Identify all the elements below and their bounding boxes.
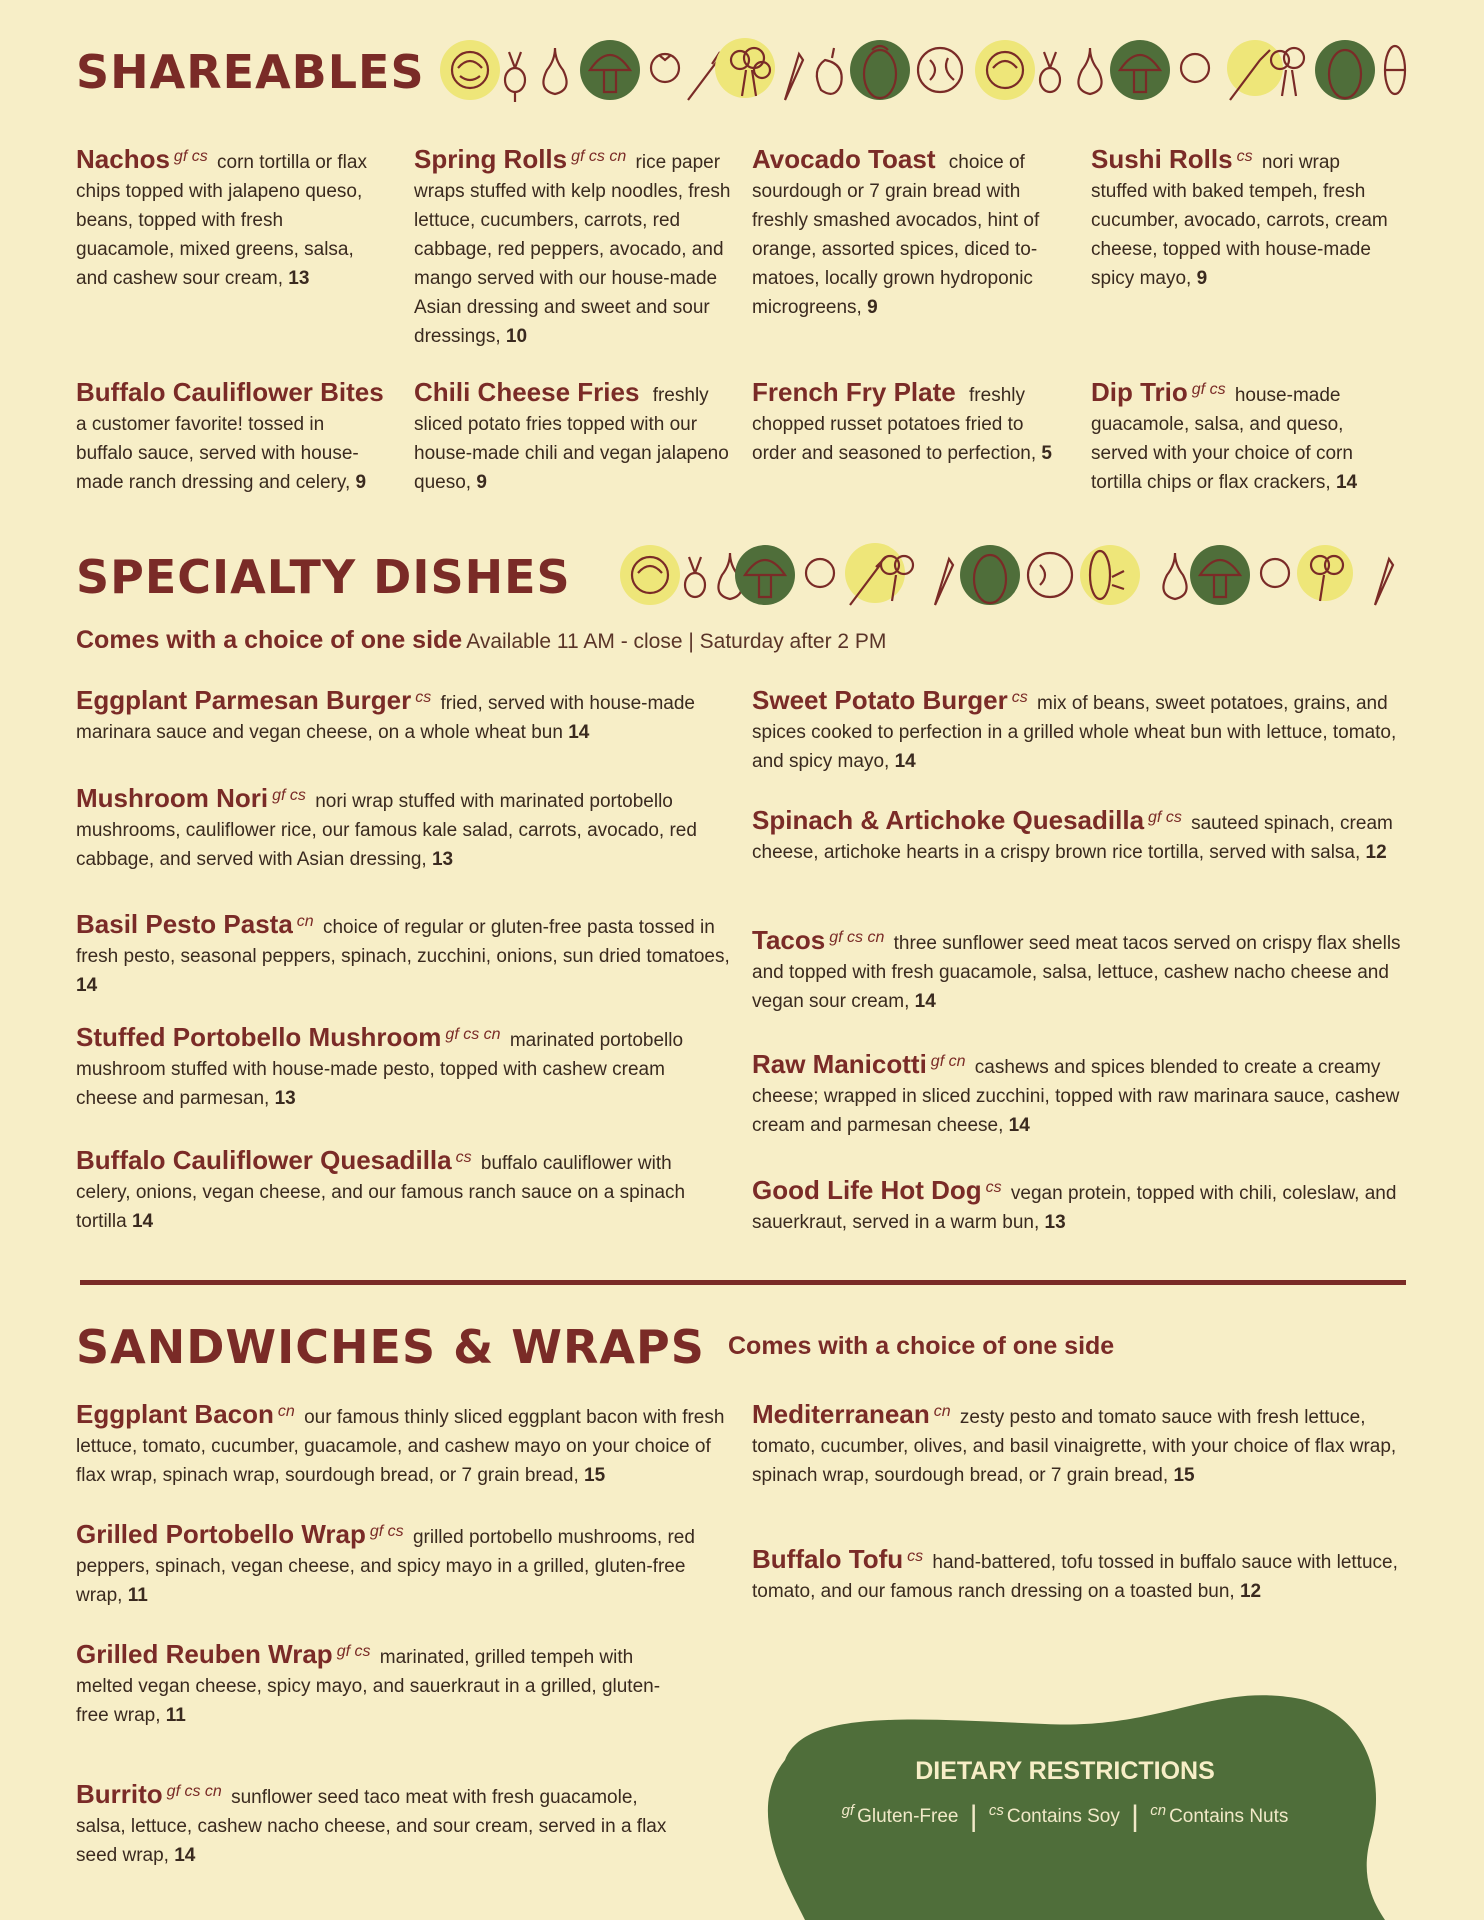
menu-item	[1091, 145, 1391, 293]
item-tags: gf cs cn	[445, 1025, 501, 1043]
legend-label: Contains Soy	[1006, 1806, 1120, 1828]
item-price: 14	[568, 722, 590, 743]
item-name: Buffalo Tofu	[752, 1544, 904, 1574]
corn-icon	[1385, 46, 1405, 94]
item-description: vegan protein, topped with chili, coleslaw, and sauerkraut, served in a warm bun,	[752, 1183, 1397, 1233]
item-name: Spring Rolls	[414, 144, 568, 174]
item-price: 12	[1365, 842, 1387, 863]
item-price: 9	[1196, 268, 1208, 289]
section-title-shareables: SHAREABLES	[76, 45, 425, 99]
menu-item	[752, 686, 1412, 776]
carrot-icon-3	[1375, 559, 1393, 605]
legend-separator: |	[1131, 1800, 1139, 1833]
dietary-restrictions-title: DIETARY RESTRICTIONS	[915, 1757, 1215, 1785]
item-tags: gf cs	[173, 147, 208, 165]
item-description: nori wrap stuffed with marinated portobello mushrooms, cauliflower rice, our famous kale salad, carrots, avocado, red cabbage, and served with Asian dressing,	[76, 791, 697, 870]
item-description: freshly sliced potato fries topped with our house-made chili and vegan jalapeno queso,	[414, 385, 729, 493]
legend-label: Gluten-Free	[857, 1806, 959, 1828]
menu-item	[752, 1050, 1402, 1140]
item-description: freshly chopped russet potatoes fried to order and seasoned to perfection,	[752, 385, 1037, 464]
item-description: three sunflower seed meat tacos served on crispy flax shells and topped with fresh guacamole, salsa, lettuce, cashew nacho cheese and vegan sour cream,	[752, 933, 1401, 1012]
item-name: Stuffed Portobello Mushroom	[76, 1022, 442, 1052]
item-name: Nachos	[76, 144, 170, 174]
menu-item	[76, 784, 726, 874]
item-tags: gf cn	[930, 1052, 966, 1070]
item-name: Dip Trio	[1091, 377, 1188, 407]
menu-item	[76, 145, 376, 293]
item-price: 9	[355, 472, 367, 493]
item-description: hand-battered, tofu tossed in buffalo sauce with lettuce, tomato, and our famous ranch dressing on a toasted bun,	[752, 1552, 1398, 1602]
item-name: Spinach & Artichoke Quesadilla	[752, 805, 1145, 835]
item-price: 11	[165, 1705, 186, 1726]
menu-item	[76, 910, 741, 1000]
sandwiches-subtitle: Comes with a choice of one side	[728, 1332, 1115, 1360]
item-name: Avocado Toast	[752, 144, 936, 174]
item-description: marinated, grilled tempeh with melted vegan cheese, spicy mayo, and sauerkraut in a grilled, gluten-free wrap,	[76, 1647, 661, 1726]
item-price: 13	[274, 1088, 296, 1109]
item-description: buffalo cauliflower with celery, onions, vegan cheese, and our famous ranch sauce on a spinach tortilla	[76, 1153, 686, 1232]
item-price: 14	[1008, 1115, 1030, 1136]
item-name: Eggplant Parmesan Burger	[76, 685, 412, 715]
item-tags: cn	[277, 1402, 295, 1420]
tomato-icon-2	[1181, 54, 1209, 82]
menu-item	[76, 1400, 741, 1490]
lettuce-icon	[918, 48, 962, 92]
section-divider	[80, 1280, 1406, 1285]
menu-item	[76, 686, 736, 747]
menu-item	[752, 1400, 1412, 1490]
specialty-hours: Available 11 AM - close | Saturday after 2 PM	[466, 630, 887, 653]
item-name: Buffalo Cauliflower Quesadilla	[76, 1145, 452, 1175]
dietary-legend	[745, 1800, 1385, 1834]
item-tags: cn	[296, 912, 314, 930]
item-description: a customer favorite! tossed in buffalo sauce, served with house-made ranch dressing and celery,	[76, 414, 359, 493]
item-name: French Fry Plate	[752, 377, 956, 407]
item-tags: gf cs cn	[829, 928, 885, 946]
tomato-icon	[806, 559, 834, 587]
menu-item	[752, 1176, 1412, 1237]
item-name: Basil Pesto Pasta	[76, 909, 293, 939]
item-tags: gf cs	[1148, 808, 1182, 826]
specialty-subtitle	[76, 626, 886, 655]
item-description: rice paper wraps stuffed with kelp noodles, fresh lettuce, cucumbers, carrots, red cabbage, red peppers, avocado, and mango served with our house-made Asian dressing and sweet and sour dressings,	[414, 152, 731, 347]
item-price: 14	[894, 751, 916, 772]
item-price: 10	[505, 326, 528, 347]
item-description: choice of sourdough or 7 grain bread with freshly smashed avocados, hint of orange, assorted spices, diced to-matoes, locally grown hydroponic microgreens,	[752, 152, 1040, 318]
legend-label: Contains Nuts	[1169, 1806, 1289, 1828]
menu-item	[1091, 378, 1401, 497]
tomato-icon-2	[1261, 559, 1289, 587]
item-name: Tacos	[752, 925, 826, 955]
menu-item	[752, 806, 1412, 867]
specialty-side-note: Comes with a choice of one side	[76, 626, 463, 654]
item-description: mix of beans, sweet potatoes, grains, and spices cooked to perfection in a grilled whole wheat bun with lettuce, tomato, and spicy mayo,	[752, 693, 1397, 772]
item-tags: cs	[907, 1547, 924, 1565]
vegetable-illustration-strip	[440, 30, 1420, 110]
item-description: grilled portobello mushrooms, red peppers, spinach, vegan cheese, and spicy mayo in a grilled, gluten-free wrap,	[76, 1527, 695, 1606]
item-price: 15	[1173, 1465, 1195, 1486]
item-description: choice of regular or gluten-free pasta tossed in fresh pesto, seasonal peppers, spinach, zucchini, onions, sun dried tomatoes,	[76, 917, 730, 967]
item-description: fried, served with house-made marinara sauce and vegan cheese, on a whole wheat bun	[76, 693, 695, 743]
item-price: 14	[76, 975, 98, 996]
menu-item	[752, 926, 1412, 1016]
item-description: corn tortilla or flax chips topped with jalapeno queso, beans, topped with fresh guacamole, mixed greens, salsa, and cashew sour cream,	[76, 152, 367, 289]
item-description: sunflower seed taco meat with fresh guacamole, salsa, lettuce, cashew nacho cheese, and sour cream, served in a flax seed wrap,	[76, 1787, 667, 1866]
item-price: 9	[867, 297, 878, 318]
item-tags: cs	[1236, 147, 1253, 165]
item-description: zesty pesto and tomato sauce with fresh lettuce, tomato, cucumber, olives, and basil vinaigrette, with your choice of flax wrap, spinach wrap, sourdough bread, or 7 grain bread,	[752, 1407, 1397, 1486]
item-tags: cs	[985, 1178, 1002, 1196]
item-price: 11	[127, 1585, 148, 1606]
menu-item	[76, 1023, 726, 1113]
menu-item	[752, 145, 1067, 322]
item-description: house-made guacamole, salsa, and queso, served with your choice of corn tortilla chips or flax crackers,	[1091, 385, 1353, 493]
item-name: Raw Manicotti	[752, 1049, 927, 1079]
vegetable-illustration-strip-2	[620, 535, 1410, 615]
tomato-icon	[651, 54, 679, 82]
lettuce-icon	[1028, 553, 1072, 597]
legend-abbr: gf	[841, 1801, 855, 1819]
garlic-icon-2	[1163, 553, 1186, 599]
garlic-icon	[543, 48, 566, 94]
item-tags: cs	[1011, 688, 1028, 706]
item-name: Grilled Portobello Wrap	[76, 1519, 366, 1549]
yellow-circle-icon	[440, 40, 500, 100]
item-tags: gf cs	[336, 1642, 371, 1660]
beet-icon-2	[1040, 52, 1060, 92]
item-name: Buffalo Cauliflower Bites	[76, 377, 384, 407]
item-price: 5	[1041, 443, 1052, 464]
menu-item	[76, 378, 386, 497]
menu-item	[76, 1520, 731, 1610]
item-price: 15	[584, 1465, 606, 1486]
item-name: Burrito	[76, 1779, 163, 1809]
legend-abbr: cs	[988, 1801, 1004, 1819]
item-description: our famous thinly sliced eggplant bacon with fresh lettuce, tomato, cucumber, guacamole, and cashew mayo on your choice of flax wrap, spinach wrap, sourdough bread, or 7 grain bread,	[76, 1407, 725, 1486]
item-tags: cs	[415, 688, 432, 706]
menu-item	[414, 145, 734, 351]
item-price: 14	[914, 991, 936, 1012]
carrot-icon-2	[785, 54, 803, 100]
item-name: Mushroom Nori	[76, 783, 269, 813]
legend-abbr: cn	[1150, 1801, 1167, 1819]
item-price: 13	[431, 849, 454, 870]
item-description: marinated portobello mushroom stuffed with house-made pesto, topped with cashew cream cheese and parmesan,	[76, 1030, 684, 1109]
item-tags: gf cs	[272, 786, 306, 804]
section-title-sandwiches-wraps: SANDWICHES & WRAPS	[76, 1320, 705, 1374]
item-price: 12	[1239, 1581, 1262, 1602]
menu-item	[752, 1545, 1412, 1606]
item-tags: cs	[455, 1148, 472, 1166]
item-name: Mediterranean	[752, 1399, 930, 1429]
item-name: Sushi Rolls	[1091, 144, 1233, 174]
item-tags: gf cs cn	[166, 1782, 222, 1800]
item-tags: cn	[933, 1402, 951, 1420]
menu-item	[414, 378, 729, 497]
menu-item	[76, 1146, 726, 1236]
item-price: 9	[476, 472, 487, 493]
carrot-icon-2	[935, 559, 953, 605]
section-title-specialty-dishes: SPECIALTY DISHES	[76, 550, 571, 604]
item-price: 13	[288, 268, 310, 289]
item-price: 14	[131, 1211, 154, 1232]
menu-item	[76, 1640, 676, 1730]
item-name: Chili Cheese Fries	[414, 377, 640, 407]
item-tags: gf cs	[369, 1522, 404, 1540]
pepper-icon	[817, 48, 842, 94]
beet-icon	[505, 52, 525, 102]
item-tags: gf cs	[1191, 380, 1226, 398]
item-name: Sweet Potato Burger	[752, 685, 1008, 715]
menu-item	[76, 1780, 676, 1870]
item-price: 14	[1335, 472, 1358, 493]
item-description: nori wrap stuffed with baked tempeh, fresh cucumber, avocado, carrots, cream cheese, topped with house-made spicy mayo,	[1091, 152, 1388, 289]
item-name: Eggplant Bacon	[76, 1399, 274, 1429]
beet-icon	[685, 557, 705, 597]
item-price: 14	[174, 1845, 196, 1866]
item-description: sauteed spinach, cream cheese, artichoke hearts in a crispy brown rice tortilla, served with salsa,	[752, 813, 1393, 863]
menu-item	[752, 378, 1052, 468]
garlic-icon-2	[1078, 48, 1101, 94]
item-tags: gf cs cn	[571, 147, 627, 165]
item-price: 13	[1044, 1212, 1066, 1233]
legend-separator: |	[969, 1800, 978, 1833]
item-name: Grilled Reuben Wrap	[76, 1639, 333, 1669]
item-description: cashews and spices blended to create a creamy cheese; wrapped in sliced zucchini, topped with raw marinara sauce, cashew cream and parmesan cheese,	[752, 1057, 1400, 1136]
item-name: Good Life Hot Dog	[752, 1175, 982, 1205]
